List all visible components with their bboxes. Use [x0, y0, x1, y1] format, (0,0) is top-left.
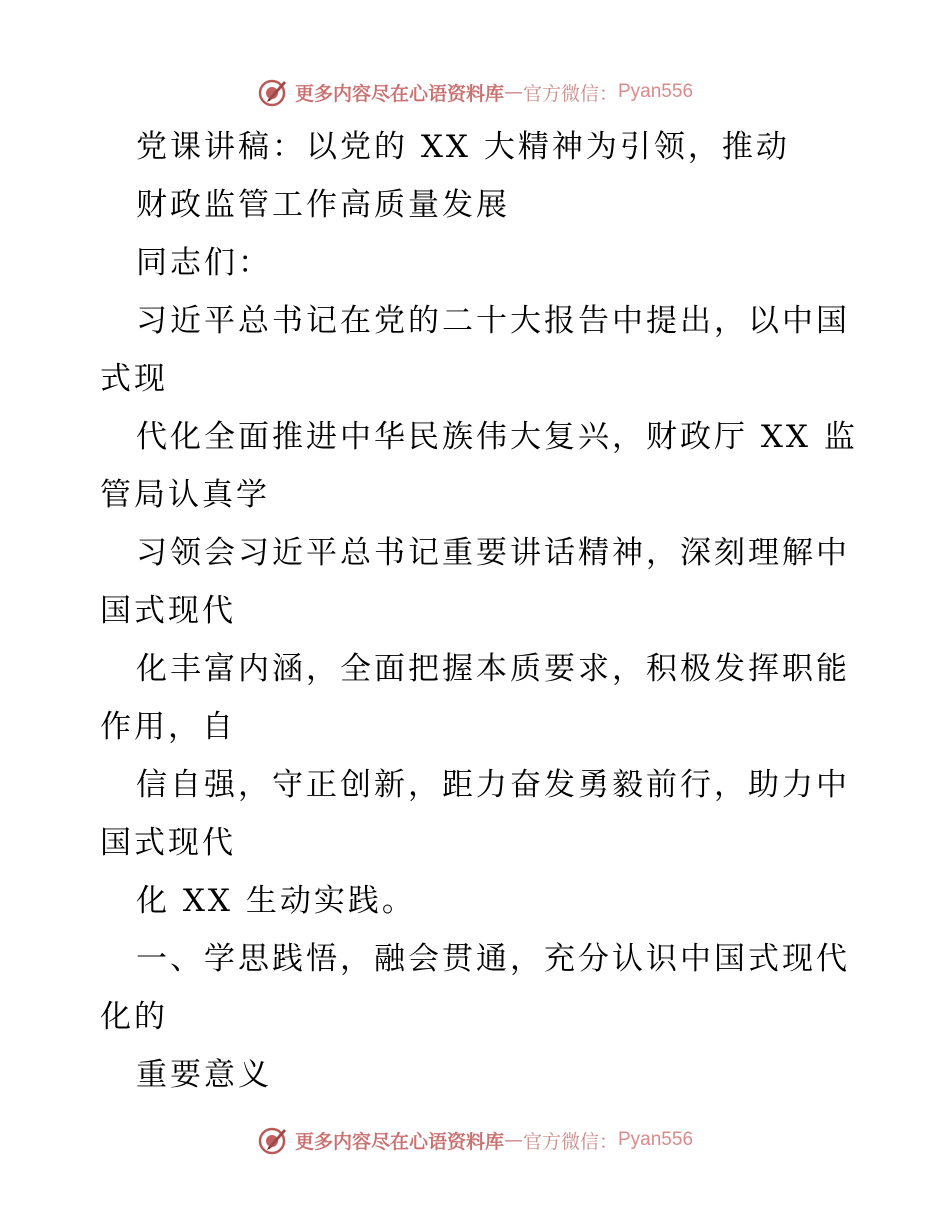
- document-line: 化 XX 生动实践。: [136, 883, 416, 919]
- banner-wechat-id: Pyan556: [618, 81, 694, 102]
- banner-wechat-label: 官方微信：: [522, 1130, 618, 1153]
- banner-brand-text: 更多内容尽在心语资料库: [294, 82, 504, 105]
- banner-separator: —: [503, 1129, 523, 1151]
- banner-separator: —: [503, 81, 523, 103]
- document-line: 习领会习近平总书记重要讲话精神，深刻理解中: [136, 535, 850, 571]
- document-line: 代化全面推进中华民族伟大复兴，财政厅 XX 监: [136, 419, 858, 455]
- document-line: 作用，自: [100, 709, 236, 745]
- document-line: 国式现代: [100, 825, 236, 861]
- document-line: 党课讲稿：以党的 XX 大精神为引领，推动: [136, 129, 790, 165]
- document-line: 财政监管工作高质量发展: [136, 187, 510, 223]
- header-banner: [0, 72, 950, 112]
- pen-logo-icon: [257, 1124, 289, 1156]
- document-line: 一、学思践悟，融会贯通，充分认识中国式现代: [136, 941, 850, 977]
- document-line: 化丰富内涵，全面把握本质要求，积极发挥职能: [136, 651, 850, 687]
- document-line: 同志们：: [136, 245, 272, 281]
- banner-wechat-id: Pyan556: [618, 1129, 694, 1150]
- pen-logo-icon: [257, 76, 289, 108]
- document-line: 化的: [100, 999, 168, 1035]
- document-line: 信自强，守正创新，距力奋发勇毅前行，助力中: [136, 767, 850, 803]
- document-line: 习近平总书记在党的二十大报告中提出，以中国: [136, 303, 850, 339]
- document-line: 管局认真学: [100, 477, 270, 513]
- document-line: 重要意义: [136, 1057, 272, 1093]
- document-line: 国式现代: [100, 593, 236, 629]
- banner-wechat-label: 官方微信：: [522, 82, 618, 105]
- footer-banner: [0, 1120, 950, 1160]
- banner-brand-text: 更多内容尽在心语资料库: [294, 1130, 504, 1153]
- document-line: 式现: [100, 361, 168, 397]
